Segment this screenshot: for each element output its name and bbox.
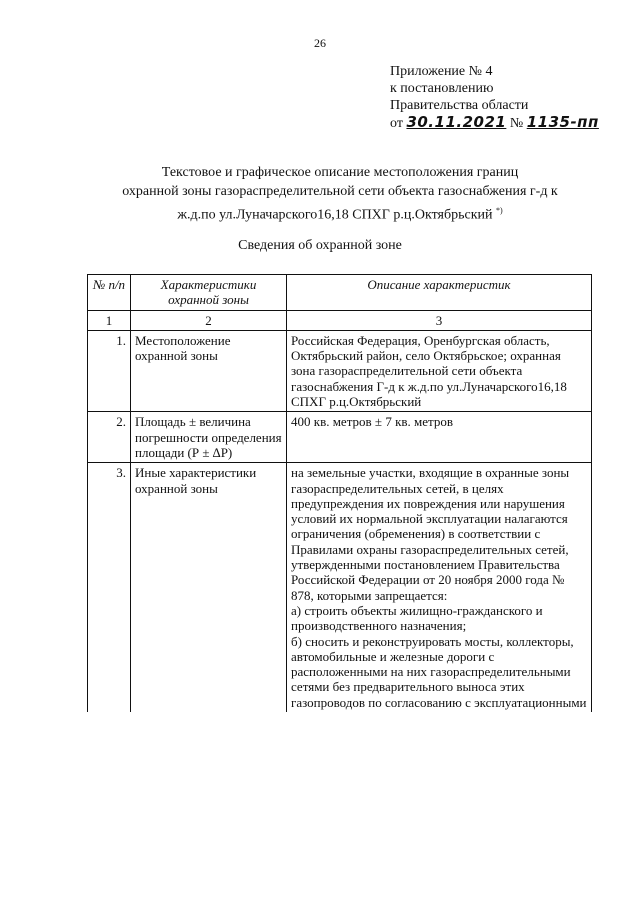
description-item-b: б) сносить и реконструировать мосты, коллекторы, автомобильные и железные дороги с расположенными на них газораспределительными сетями без предварительного выноса этих газопроводов по согласованию с эксплуатационными — [291, 633, 587, 710]
table-colnum-row — [88, 310, 592, 330]
handwritten-date: 30.11.2021 — [406, 113, 507, 131]
description-item-a: а) строить объекты жилищно-гражданского и производственного назначения; — [291, 602, 543, 634]
header-number: № п/п — [88, 275, 131, 311]
table-row — [88, 463, 592, 712]
number-label: № — [509, 116, 524, 131]
page-number: 26 — [314, 36, 326, 50]
row-description — [287, 463, 592, 712]
appendix-line-3: Правительства области — [390, 98, 529, 113]
handwritten-number: 1135-пп — [526, 113, 599, 131]
row-characteristic: Площадь ± величина погрешности определения площади (Р ± ∆Р) — [131, 412, 287, 463]
header-characteristic: Характеристики охранной зоны — [131, 275, 287, 311]
table-row — [88, 412, 592, 463]
zone-table — [87, 274, 592, 712]
appendix-line-1: Приложение № 4 — [390, 64, 493, 79]
appendix-date-line — [390, 114, 599, 132]
title-line-1: Текстовое и графическое описание местоположения границ — [161, 165, 519, 180]
row-number: 2. — [88, 412, 131, 463]
from-label: от — [390, 116, 403, 131]
footnote-mark: *) — [496, 206, 503, 215]
table-header-row — [88, 275, 592, 311]
document-title — [60, 163, 620, 225]
appendix-line-2: к постановлению — [390, 81, 494, 96]
description-text: на земельные участки, входящие в охранные зоны газораспределительных сетей, в целях предупреждения их повреждения или нарушения условий их нормальной эксплуатации налагаются ограничения (обременения) в соответствии с Правилами охраны газораспределительных сетей, утвержденными постановлением Правительства Российской Федерации от 20 ноября 2000 года № 878, которыми запрещается: — [291, 465, 570, 603]
colnum-3: 3 — [287, 310, 592, 330]
table-row — [88, 330, 592, 411]
row-characteristic: Местоположение охранной зоны — [131, 330, 287, 411]
section-subtitle: Сведения об охранной зоне — [238, 238, 402, 253]
colnum-2: 2 — [131, 310, 287, 330]
row-number: 3. — [88, 463, 131, 712]
appendix-block — [390, 63, 599, 132]
title-line-2: охранной зоны газораспределительной сети объекта газоснабжения г-д к — [122, 184, 558, 199]
colnum-1: 1 — [88, 310, 131, 330]
row-characteristic: Иные характеристики охранной зоны — [131, 463, 287, 712]
title-line-3: ж.д.по ул.Луначарского16,18 СПХГ р.ц.Октябрьский *) — [177, 206, 503, 223]
row-description: 400 кв. метров ± 7 кв. метров — [287, 412, 592, 463]
header-description: Описание характеристик — [287, 275, 592, 311]
row-number: 1. — [88, 330, 131, 411]
row-description: Российская Федерация, Оренбургская область, Октябрьский район, село Октябрьское; охранная зона газораспределительной сети объекта газоснабжения Г-д к ж.д.по ул.Луначарского16,18 СПХГ р.ц.Октябрьский — [287, 330, 592, 411]
